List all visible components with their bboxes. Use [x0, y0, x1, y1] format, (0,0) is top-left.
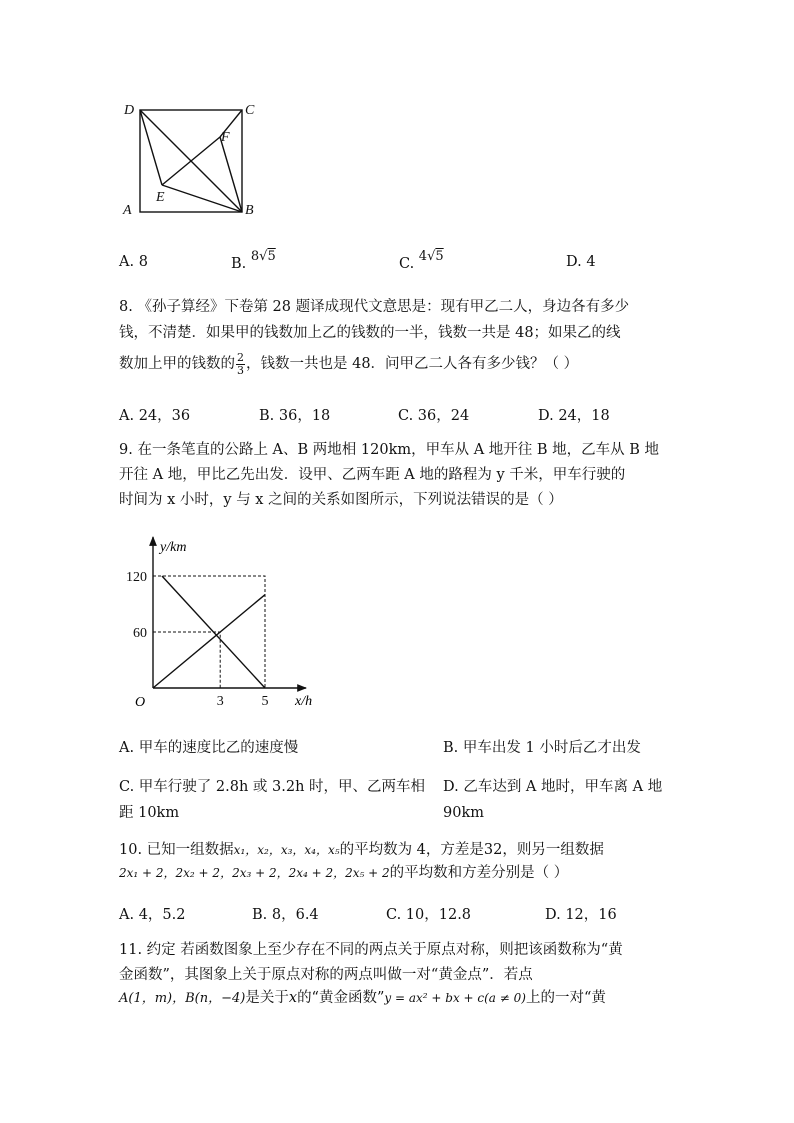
label-d: D: [124, 103, 135, 118]
y-tick-label-60: 60: [133, 626, 147, 641]
segment-eb: [162, 185, 242, 212]
q10-option-b: B. 8，6.4: [252, 907, 319, 923]
label-e: E: [156, 190, 165, 205]
q9-option-c-line-2: 距 10km: [119, 805, 180, 821]
q9-option-b: B. 甲车出发 1 小时后乙才出发: [443, 740, 641, 756]
label-c: C: [245, 103, 255, 118]
q11-line-1: 11. 约定 若函数图象上至少存在不同的两点关于原点对称，则把该函数称为“黄: [119, 942, 623, 958]
q7-option-a: A. 8: [119, 254, 148, 270]
x-axis-label: x/h: [295, 694, 313, 709]
series-line-0: [153, 595, 265, 688]
label-b: B: [245, 203, 254, 218]
fraction-two-thirds: $\frac{2}{3}$: [237, 351, 244, 377]
q7-option-d: D. 4: [566, 254, 596, 270]
q11-line-2: 金函数”，其图象上关于原点对称的两点叫做一对“黄金点”．若点: [119, 967, 533, 983]
q9-line-chart: [110, 530, 330, 715]
q9-line-1: 9. 在一条笔直的公路上 A、B 两地相 120km，甲车从 A 地开往 B 地，乙车从 B 地: [119, 442, 660, 458]
q10-option-d: D. 12，16: [545, 907, 617, 923]
q10-line-2: 2x₁ + 2，2x₂ + 2，2x₃ + 2，2x₄ + 2，2x₅ + 2的平均数和方差分别是（ ）: [119, 865, 569, 881]
q8-line-3: 数加上甲的钱数的 $\frac{2}{3}$ ，钱数一共也是 48．问甲乙二人各有多少钱？（ ）: [119, 351, 579, 377]
q9-line-3: 时间为 x 小时，y 与 x 之间的关系如图所示，下列说法错误的是（ ）: [119, 492, 563, 508]
q9-option-d-line-2: 90km: [443, 805, 484, 821]
q9-option-d-line-1: D. 乙车达到 A 地时，甲车离 A 地: [443, 779, 663, 795]
x-tick-label-5: 5: [261, 694, 269, 709]
q8-option-a: A. 24，36: [119, 408, 191, 424]
q7-option-c: C. 4√5: [399, 249, 444, 272]
q8-option-d: D. 24，18: [538, 408, 610, 424]
y-axis-label: y/km: [160, 540, 187, 555]
label-f: F: [221, 130, 230, 145]
label-a: A: [123, 203, 132, 218]
q9-option-c-line-1: C. 甲车行驶了 2.8h 或 3.2h 时，甲、乙两车相: [119, 779, 426, 795]
q8-option-c: C. 36，24: [398, 408, 470, 424]
x-tick-label-3: 3: [216, 694, 224, 709]
q10-option-a: A. 4，5.2: [119, 907, 186, 923]
q11-line-3: A(1，m)，B(n，−4)是关于x的“黄金函数”y = ax² + bx + c(a ≠ 0)上的一对“黄: [119, 990, 606, 1006]
q8-option-b: B. 36，18: [259, 408, 331, 424]
segment-ef: [162, 137, 220, 185]
q10-option-c: C. 10，12.8: [386, 907, 472, 923]
q10-line-1: 10. 已知一组数据x₁，x₂，x₃，x₄，x₅的平均数为 4，方差是32，则另一组数据: [119, 842, 604, 858]
q9-line-2: 开往 A 地，甲比乙先出发．设甲、乙两车距 A 地的路程为 y 千米，甲车行驶的: [119, 467, 626, 483]
q8-line-2: 钱，不清楚．如果甲的钱数加上乙的钱数的一半，钱数一共是 48；如果乙的线: [119, 325, 621, 341]
square-figure: [118, 95, 268, 220]
q7-option-b: B. 8√5: [231, 249, 276, 272]
series-line-1: [162, 576, 265, 688]
y-tick-label-120: 120: [126, 570, 147, 585]
origin-label: O: [135, 695, 146, 710]
q9-option-a: A. 甲车的速度比乙的速度慢: [119, 740, 299, 756]
q8-line-1: 8. 《孙子算经》下卷第 28 题译成现代文意思是：现有甲乙二人，身边各有多少: [119, 299, 630, 315]
